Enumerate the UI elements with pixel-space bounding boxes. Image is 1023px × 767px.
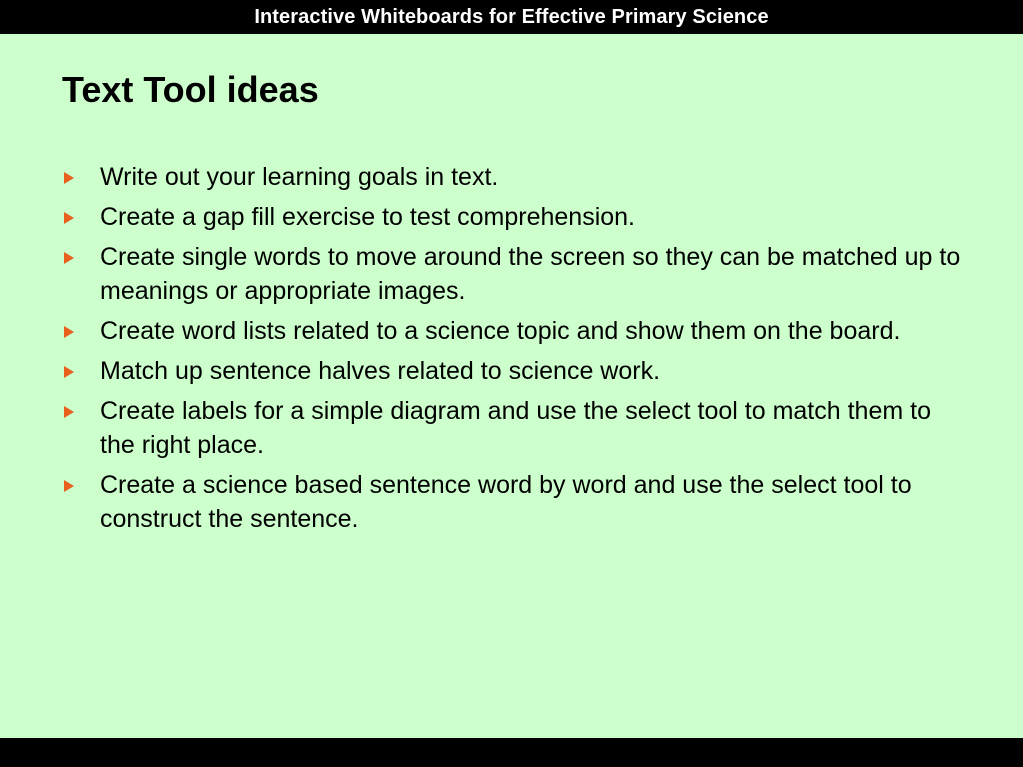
bullet-text: Write out your learning goals in text.: [100, 163, 499, 191]
bullet-arrow-icon: [64, 172, 74, 184]
slide-title: Text Tool ideas: [62, 69, 319, 110]
header-title: Interactive Whiteboards for Effective Primary Science: [254, 5, 769, 28]
bullet-arrow-icon: [64, 406, 74, 418]
bullet-text: Create a gap fill exercise to test comprehension.: [100, 203, 635, 231]
bullet-text: Create single words to move around the screen so they can be matched up to meanings or appropriate images.: [100, 243, 961, 305]
bullet-item: [62, 314, 962, 348]
bullet-item: [62, 468, 962, 536]
bullet-arrow-icon: [64, 326, 74, 338]
bullet-item: [62, 200, 962, 234]
bullet-arrow-icon: [64, 480, 74, 492]
bullet-item: [62, 394, 962, 462]
bullet-text: Match up sentence halves related to science work.: [100, 357, 661, 385]
bullet-item: [62, 160, 962, 194]
bullet-arrow-icon: [64, 366, 74, 378]
bullet-arrow-icon: [64, 212, 74, 224]
bullet-item: [62, 240, 962, 308]
bullet-text: Create word lists related to a science topic and show them on the board.: [100, 317, 901, 345]
bullet-text: Create a science based sentence word by word and use the select tool to construct the sentence.: [100, 471, 912, 533]
bullet-text: Create labels for a simple diagram and use the select tool to match them to the right place.: [100, 397, 931, 459]
footer-bar: [0, 738, 1023, 767]
bullet-arrow-icon: [64, 252, 74, 264]
bullet-item: [62, 354, 962, 388]
bullet-list: [62, 160, 962, 542]
header-bar: [0, 0, 1023, 34]
